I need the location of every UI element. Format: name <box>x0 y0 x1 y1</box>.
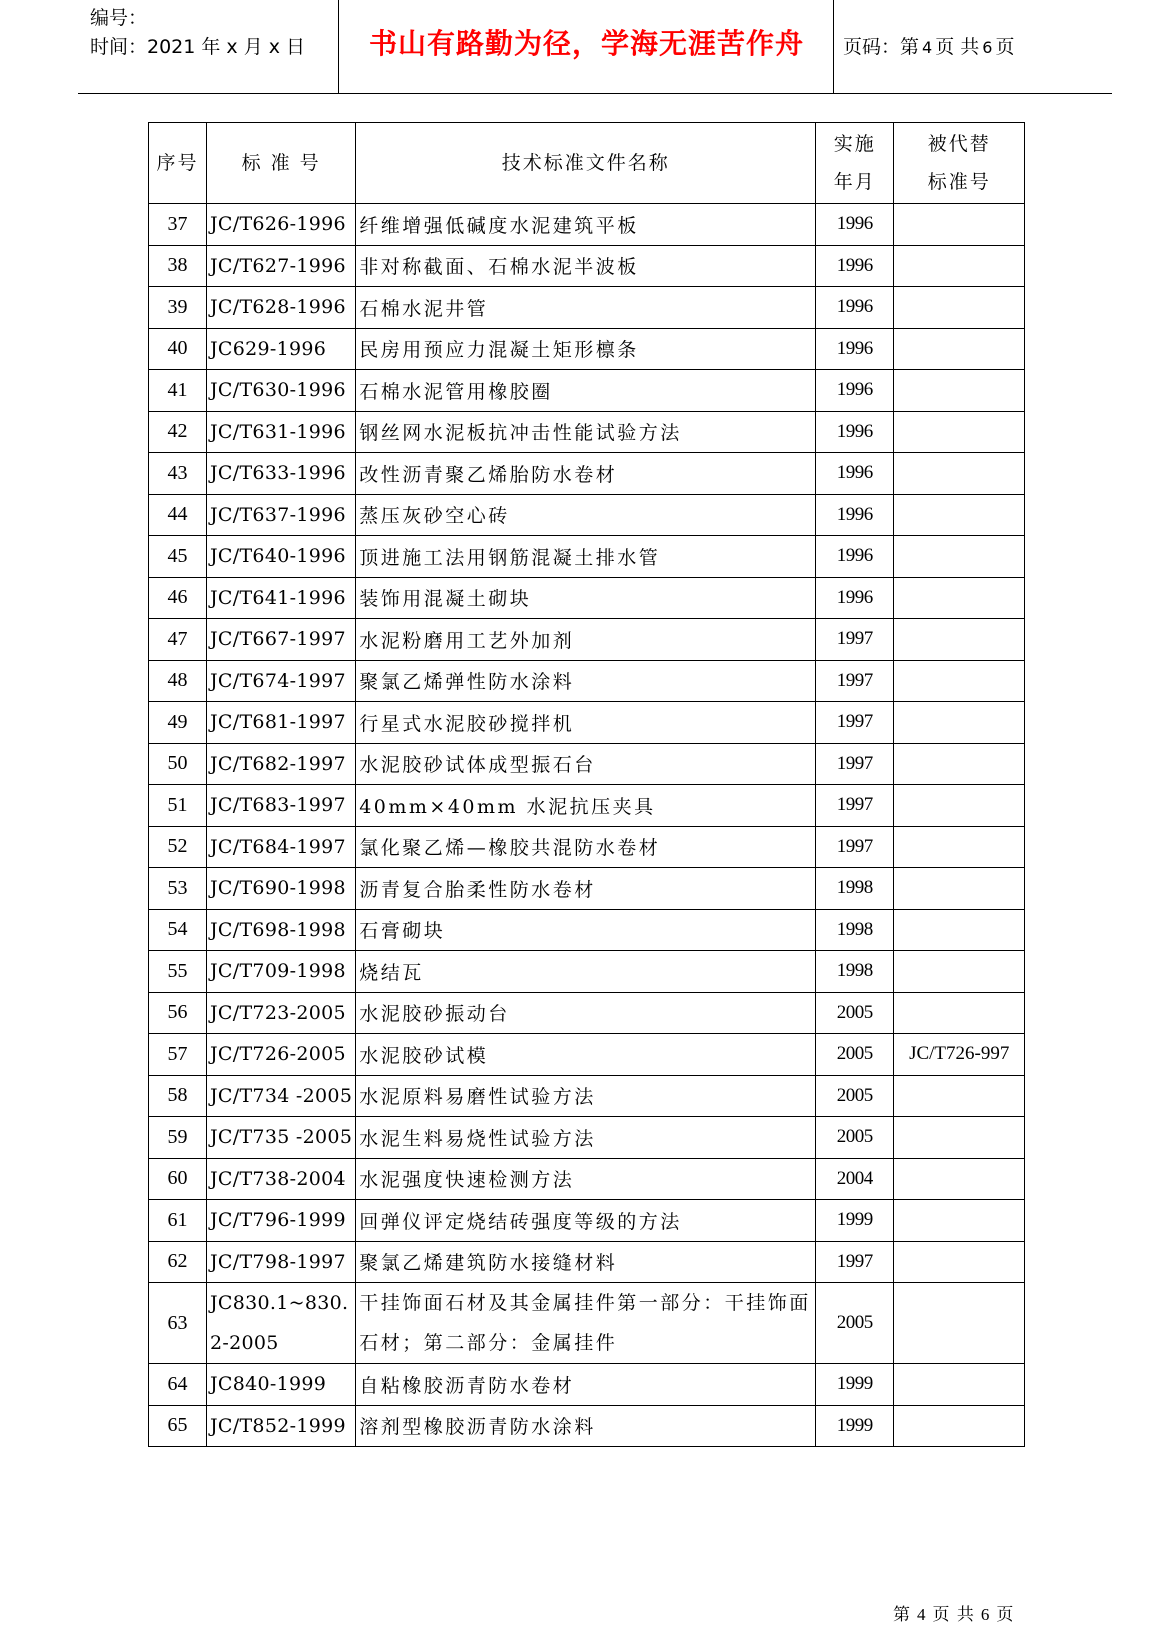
cell-year: 1996 <box>816 577 894 619</box>
table-row <box>149 1241 1025 1283</box>
cell-seq: 43 <box>149 453 207 495</box>
table-row <box>149 494 1025 536</box>
footer-mid: 页 共 <box>932 1605 975 1625</box>
cell-title: 自粘橡胶沥青防水卷材 <box>356 1364 816 1406</box>
cell-year: 2005 <box>816 1075 894 1117</box>
cell-title: 改性沥青聚乙烯胎防水卷材 <box>356 453 816 495</box>
cell-seq: 58 <box>149 1075 207 1117</box>
cell-seq: 61 <box>149 1200 207 1242</box>
table-row <box>149 619 1025 661</box>
cell-code: JC629-1996 <box>207 328 356 370</box>
cell-title: 石膏砌块 <box>356 909 816 951</box>
cell-year: 1996 <box>816 328 894 370</box>
cell-code: JC/T852-1999 <box>207 1405 356 1447</box>
cell-replaced <box>894 1158 1025 1200</box>
cell-year: 1999 <box>816 1405 894 1447</box>
cell-title: 石棉水泥管用橡胶圈 <box>356 370 816 412</box>
cell-seq: 46 <box>149 577 207 619</box>
cell-year: 2004 <box>816 1158 894 1200</box>
cell-seq: 37 <box>149 204 207 246</box>
cell-replaced <box>894 951 1025 993</box>
cell-year: 2005 <box>816 1283 894 1364</box>
cell-code: JC/T723-2005 <box>207 992 356 1034</box>
table-row <box>149 1075 1025 1117</box>
cell-year: 1996 <box>816 536 894 578</box>
cell-title: 钢丝网水泥板抗冲击性能试验方法 <box>356 411 816 453</box>
table-row <box>149 951 1025 993</box>
cell-title: 烧结瓦 <box>356 951 816 993</box>
cell-title: 非对称截面、石棉水泥半波板 <box>356 245 816 287</box>
table-row <box>149 328 1025 370</box>
footer-total: 6 <box>980 1605 991 1624</box>
table-row <box>149 868 1025 910</box>
cell-replaced <box>894 1241 1025 1283</box>
cell-replaced <box>894 328 1025 370</box>
cell-code: JC/T796-1999 <box>207 1200 356 1242</box>
cell-year: 1996 <box>816 411 894 453</box>
header-seq: 序号 <box>149 123 207 204</box>
cell-title: 聚氯乙烯建筑防水接缝材料 <box>356 1241 816 1283</box>
table-row <box>149 702 1025 744</box>
cell-year: 1996 <box>816 453 894 495</box>
cell-year: 1999 <box>816 1364 894 1406</box>
cell-seq: 54 <box>149 909 207 951</box>
cell-seq: 49 <box>149 702 207 744</box>
header-year-line1: 实施 <box>833 133 876 155</box>
cell-code: JC/T641-1996 <box>207 577 356 619</box>
cell-replaced: JC/T726-997 <box>894 1034 1025 1076</box>
cell-seq: 41 <box>149 370 207 412</box>
cell-year: 2005 <box>816 1117 894 1159</box>
cell-seq: 38 <box>149 245 207 287</box>
table-row <box>149 370 1025 412</box>
table-row <box>149 992 1025 1034</box>
cell-seq: 63 <box>149 1283 207 1364</box>
cell-seq: 57 <box>149 1034 207 1076</box>
cell-seq: 40 <box>149 328 207 370</box>
cell-replaced <box>894 702 1025 744</box>
table-row <box>149 1034 1025 1076</box>
header-year-line2: 年月 <box>833 171 876 193</box>
cell-replaced <box>894 245 1025 287</box>
cell-title: 水泥胶砂振动台 <box>356 992 816 1034</box>
cell-year: 2005 <box>816 992 894 1034</box>
header-code: 标 准 号 <box>207 123 356 204</box>
cell-code: JC/T798-1997 <box>207 1241 356 1283</box>
cell-seq: 55 <box>149 951 207 993</box>
cell-seq: 65 <box>149 1405 207 1447</box>
cell-seq: 51 <box>149 785 207 827</box>
cell-code: JC/T640-1996 <box>207 536 356 578</box>
cell-code: JC/T628-1996 <box>207 287 356 329</box>
cell-code: JC/T667-1997 <box>207 619 356 661</box>
cell-code: JC/T698-1998 <box>207 909 356 951</box>
cell-replaced <box>894 536 1025 578</box>
header-page-number <box>843 32 1014 59</box>
cell-title: 水泥粉磨用工艺外加剂 <box>356 619 816 661</box>
table-row <box>149 453 1025 495</box>
header-rule <box>78 93 1112 94</box>
cell-year: 1997 <box>816 743 894 785</box>
cell-year: 1997 <box>816 1241 894 1283</box>
cell-year: 1998 <box>816 951 894 993</box>
cell-seq: 60 <box>149 1158 207 1200</box>
cell-replaced <box>894 743 1025 785</box>
cell-replaced <box>894 1364 1025 1406</box>
cell-seq: 45 <box>149 536 207 578</box>
cell-replaced <box>894 1117 1025 1159</box>
cell-title: 沥青复合胎柔性防水卷材 <box>356 868 816 910</box>
cell-replaced <box>894 660 1025 702</box>
cell-replaced <box>894 453 1025 495</box>
cell-replaced <box>894 1283 1025 1364</box>
cell-code: JC/T630-1996 <box>207 370 356 412</box>
cell-title: 干挂饰面石材及其金属挂件第一部分：干挂饰面石材；第二部分：金属挂件 <box>356 1283 816 1364</box>
cell-replaced <box>894 494 1025 536</box>
cell-year: 1996 <box>816 494 894 536</box>
table-row <box>149 1283 1025 1364</box>
cell-replaced <box>894 909 1025 951</box>
page-suffix: 页 <box>995 36 1015 58</box>
footer-prefix: 第 <box>893 1605 911 1625</box>
cell-year: 1997 <box>816 785 894 827</box>
cell-year: 1996 <box>816 370 894 412</box>
cell-title: 石棉水泥井管 <box>356 287 816 329</box>
cell-year: 1997 <box>816 619 894 661</box>
cell-code: JC/T709-1998 <box>207 951 356 993</box>
cell-seq: 42 <box>149 411 207 453</box>
cell-seq: 59 <box>149 1117 207 1159</box>
header-divider <box>833 0 834 93</box>
cell-code: JC/T734 -2005 <box>207 1075 356 1117</box>
cell-seq: 50 <box>149 743 207 785</box>
cell-title: 水泥胶砂试体成型振石台 <box>356 743 816 785</box>
cell-year: 1999 <box>816 1200 894 1242</box>
footer-page-number <box>893 1600 1014 1625</box>
page-mid: 页 共 <box>935 36 980 58</box>
table-row <box>149 245 1025 287</box>
cell-year: 1996 <box>816 245 894 287</box>
cell-title: 溶剂型橡胶沥青防水涂料 <box>356 1405 816 1447</box>
cell-code: JC/T683-1997 <box>207 785 356 827</box>
table-row <box>149 536 1025 578</box>
cell-code: JC/T633-1996 <box>207 453 356 495</box>
cell-replaced <box>894 204 1025 246</box>
cell-code: JC/T735 -2005 <box>207 1117 356 1159</box>
cell-code: JC840-1999 <box>207 1364 356 1406</box>
cell-year: 1998 <box>816 868 894 910</box>
cell-seq: 44 <box>149 494 207 536</box>
cell-replaced <box>894 1075 1025 1117</box>
header-divider <box>338 0 339 93</box>
table-row <box>149 204 1025 246</box>
table-row <box>149 1405 1025 1447</box>
cell-title: 装饰用混凝土砌块 <box>356 577 816 619</box>
cell-title: 纤维增强低碱度水泥建筑平板 <box>356 204 816 246</box>
cell-code: JC/T626-1996 <box>207 204 356 246</box>
cell-replaced <box>894 1405 1025 1447</box>
cell-title: 水泥生料易烧性试验方法 <box>356 1117 816 1159</box>
cell-code: JC/T682-1997 <box>207 743 356 785</box>
cell-replaced <box>894 577 1025 619</box>
page-total: 6 <box>982 38 993 57</box>
table-row <box>149 411 1025 453</box>
cell-seq: 62 <box>149 1241 207 1283</box>
cell-title: 氯化聚乙烯—橡胶共混防水卷材 <box>356 826 816 868</box>
serial-label: 编号： <box>90 7 148 29</box>
standards-table <box>148 122 1025 1447</box>
table-row <box>149 785 1025 827</box>
cell-replaced <box>894 370 1025 412</box>
cell-replaced <box>894 992 1025 1034</box>
cell-code: JC/T684-1997 <box>207 826 356 868</box>
cell-code: JC/T690-1998 <box>207 868 356 910</box>
cell-title: 水泥原料易磨性试验方法 <box>356 1075 816 1117</box>
cell-code: JC/T637-1996 <box>207 494 356 536</box>
table-row <box>149 1200 1025 1242</box>
cell-title: 聚氯乙烯弹性防水涂料 <box>356 660 816 702</box>
cell-replaced <box>894 287 1025 329</box>
cell-code: JC/T674-1997 <box>207 660 356 702</box>
table-row <box>149 1158 1025 1200</box>
cell-replaced <box>894 411 1025 453</box>
cell-replaced <box>894 619 1025 661</box>
cell-replaced <box>894 826 1025 868</box>
cell-code: JC/T738-2004 <box>207 1158 356 1200</box>
header-replaced-line2: 标准号 <box>927 171 991 193</box>
header-motto: 书山有路勤为径，学海无涯苦作舟 <box>368 27 804 60</box>
cell-seq: 64 <box>149 1364 207 1406</box>
cell-year: 1997 <box>816 826 894 868</box>
table-row <box>149 287 1025 329</box>
cell-seq: 52 <box>149 826 207 868</box>
cell-title: 40mm×40mm 水泥抗压夹具 <box>356 785 816 827</box>
cell-seq: 48 <box>149 660 207 702</box>
table-row <box>149 743 1025 785</box>
header-replaced-line1: 被代替 <box>927 133 991 155</box>
cell-title: 回弹仪评定烧结砖强度等级的方法 <box>356 1200 816 1242</box>
cell-replaced <box>894 868 1025 910</box>
cell-year: 1998 <box>816 909 894 951</box>
cell-title: 蒸压灰砂空心砖 <box>356 494 816 536</box>
cell-replaced <box>894 785 1025 827</box>
cell-replaced <box>894 1200 1025 1242</box>
cell-title: 行星式水泥胶砂搅拌机 <box>356 702 816 744</box>
cell-year: 2005 <box>816 1034 894 1076</box>
cell-code: JC/T681-1997 <box>207 702 356 744</box>
header-replaced <box>894 123 1025 204</box>
cell-year: 1997 <box>816 660 894 702</box>
cell-code: JC/T631-1996 <box>207 411 356 453</box>
cell-code: JC/T627-1996 <box>207 245 356 287</box>
cell-code: JC830.1~830.2-2005 <box>207 1283 356 1364</box>
header-title: 技术标准文件名称 <box>356 123 816 204</box>
table-row <box>149 909 1025 951</box>
page-prefix: 页码：第 <box>843 36 920 58</box>
table-row <box>149 1364 1025 1406</box>
table-row <box>149 1117 1025 1159</box>
cell-seq: 47 <box>149 619 207 661</box>
cell-year: 1996 <box>816 204 894 246</box>
page-current: 4 <box>922 38 933 57</box>
cell-seq: 39 <box>149 287 207 329</box>
cell-title: 民房用预应力混凝土矩形檩条 <box>356 328 816 370</box>
footer-current: 4 <box>917 1605 927 1624</box>
header-info <box>90 4 305 62</box>
footer-suffix: 页 <box>996 1605 1015 1625</box>
time-label: 时间：2021 年 x 月 x 日 <box>90 36 306 58</box>
header-year <box>816 123 894 204</box>
cell-seq: 53 <box>149 868 207 910</box>
table-row <box>149 577 1025 619</box>
table-header-row <box>149 123 1025 204</box>
cell-year: 1997 <box>816 702 894 744</box>
cell-code: JC/T726-2005 <box>207 1034 356 1076</box>
cell-title: 水泥胶砂试模 <box>356 1034 816 1076</box>
cell-year: 1996 <box>816 287 894 329</box>
table-row <box>149 660 1025 702</box>
cell-title: 顶进施工法用钢筋混凝土排水管 <box>356 536 816 578</box>
cell-seq: 56 <box>149 992 207 1034</box>
table-row <box>149 826 1025 868</box>
cell-title: 水泥强度快速检测方法 <box>356 1158 816 1200</box>
